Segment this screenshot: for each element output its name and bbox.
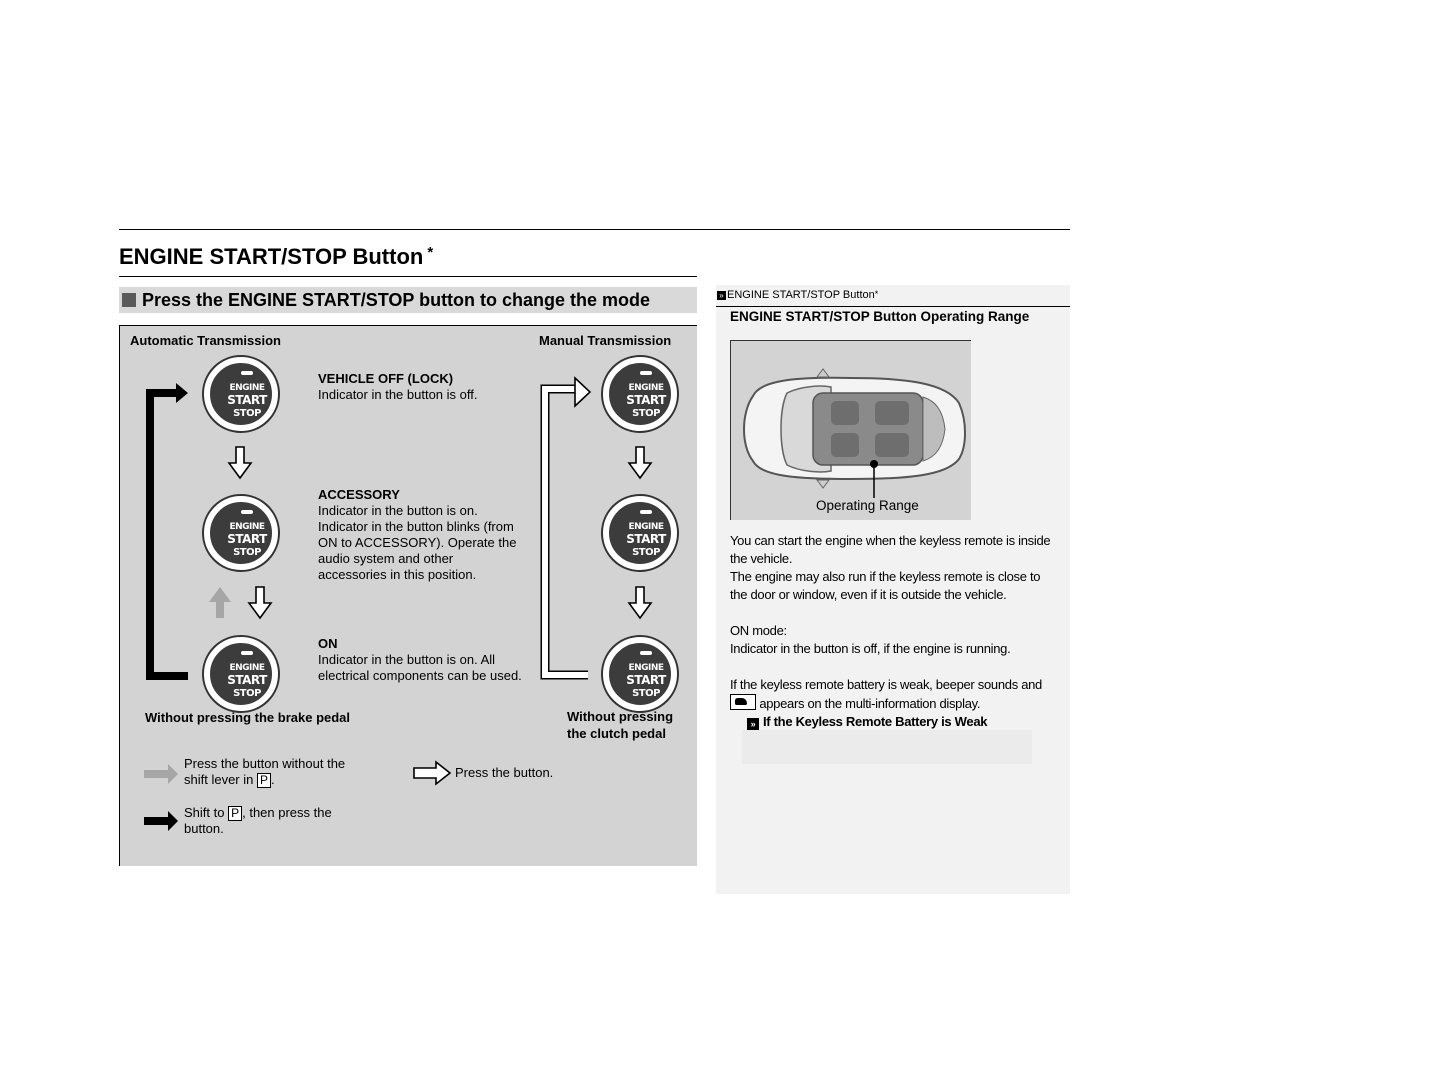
legend-gray-text: Press the button without the shift lever in P . [184, 756, 346, 787]
sidebar-note [716, 285, 1070, 894]
sidebar-rule [716, 306, 1070, 307]
square-bullet-icon [122, 293, 136, 307]
reference-box [742, 730, 1032, 764]
sidebar-body [730, 532, 1060, 731]
white-down-arrow [229, 447, 251, 478]
engine-start-stop-button-on-manual: ENGINE START STOP [601, 635, 679, 713]
car-top-view-icon [731, 341, 971, 520]
mode-diagram-panel [119, 325, 697, 866]
sidebar-paragraph: ON mode: [730, 623, 787, 638]
engine-start-stop-button-off-manual: ENGINE START STOP [601, 355, 679, 433]
operating-range-label: Operating Range [816, 498, 919, 513]
page-title: ENGINE START/STOP Button * [119, 244, 434, 269]
sidebar-paragraph: If the keyless remote battery is weak, beeper sounds and appears on the multi-information display. [730, 677, 1042, 711]
mode-off-description: VEHICLE OFF (LOCK) Indicator in the button is off. [318, 371, 478, 402]
legend-white-text: Press the button. [455, 765, 554, 780]
sidebar-paragraph: Indicator in the button is off, if the engine is running. [730, 641, 1011, 656]
black-cycle-arrow [150, 393, 188, 676]
legend-black-text: Shift to P , then press the button. [184, 805, 332, 836]
clutch-pedal-note-line2: the clutch pedal [567, 726, 666, 741]
sidebar-breadcrumb: » ENGINE START/STOP Button* [717, 289, 878, 301]
operating-range-figure [730, 340, 971, 520]
white-down-arrow [249, 587, 271, 618]
top-rule [119, 229, 1070, 230]
p-position-icon: P [257, 773, 271, 788]
keyless-battery-weak-link[interactable]: » If the Keyless Remote Battery is Weak [730, 713, 1060, 731]
gray-up-arrow [209, 587, 231, 618]
sidebar-title: ENGINE START/STOP Button Operating Range [730, 309, 1030, 324]
sidebar-paragraph: The engine may also run if the keyless remote is close to the door or window, even if it is outside the vehicle. [730, 569, 1041, 602]
engine-start-stop-button-accessory: ENGINE START STOP [202, 494, 280, 572]
white-down-arrow [629, 447, 651, 478]
reference-arrow-icon: » [717, 291, 726, 300]
manual-transmission-label: Manual Transmission [539, 333, 672, 348]
white-cycle-arrow [545, 389, 588, 675]
brake-pedal-note: Without pressing the brake pedal [145, 710, 351, 725]
mode-on-description: ON Indicator in the button is on. All electrical components can be used. [318, 636, 522, 683]
sidebar-paragraph: You can start the engine when the keyless remote is inside the vehicle. [730, 533, 1051, 566]
title-rule [119, 276, 697, 277]
mode-accessory-description: ACCESSORY Indicator in the button is on. Indicator in the button blinks (from ON to ACCESSORY). Operate the audio system and other accessories in this position. [318, 487, 517, 582]
black-cycle-arrowhead [176, 383, 188, 403]
legend-white-arrow [414, 762, 450, 784]
legend-black-arrow [144, 811, 178, 831]
legend-gray-arrow [144, 764, 178, 784]
section-heading: Press the ENGINE START/STOP button to change the mode [119, 287, 697, 313]
white-cycle-arrowhead [575, 378, 590, 406]
p-position-icon: P [228, 806, 242, 821]
engine-start-stop-button-off: ENGINE START STOP [202, 355, 280, 433]
reference-arrow-icon: » [747, 718, 759, 730]
engine-start-stop-button-accessory-manual: ENGINE START STOP [601, 494, 679, 572]
white-down-arrow [629, 587, 651, 618]
engine-start-stop-button-on: ENGINE START STOP [202, 635, 280, 713]
keyless-remote-display-icon [730, 694, 756, 710]
automatic-transmission-label: Automatic Transmission [130, 333, 281, 348]
clutch-pedal-note-line1: Without pressing [567, 709, 674, 724]
